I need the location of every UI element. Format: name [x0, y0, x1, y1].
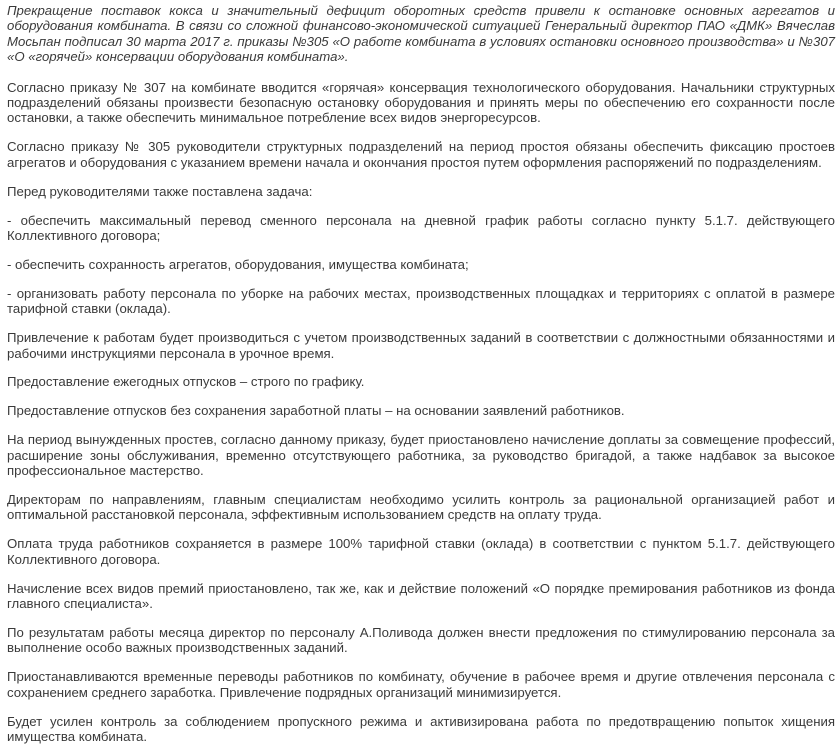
paragraph: Согласно приказу № 307 на комбинате вводится «горячая» консервация технологического оборудования. Начальники структурных подразделений обязаны произвести безопасную остановку оборудования и принять меры по обеспечению его сохранности после остановки, а также обеспечить минимальное потребление всех видов энергоресурсов.: [7, 80, 835, 126]
paragraph: По результатам работы месяца директор по персоналу А.Поливода должен внести предложения по стимулированию персонала за выполнение особо важных производственных заданий.: [7, 625, 835, 656]
list-item: - организовать работу персонала по уборке на рабочих местах, производственных площадках и территориях с оплатой в размере тарифной ставки (оклада).: [7, 286, 835, 317]
paragraph: Начисление всех видов премий приостановлено, так же, как и действие положений «О порядке премирования работников из фонда главного специалиста».: [7, 581, 835, 612]
paragraph: Оплата труда работников сохраняется в размере 100% тарифной ставки (оклада) в соответствии с пунктом 5.1.7. действующего Коллективного договора.: [7, 536, 835, 567]
paragraph: Предоставление ежегодных отпусков – строго по графику.: [7, 374, 835, 389]
paragraph: На период вынужденных простев, согласно данному приказу, будет приостановлено начисление доплаты за совмещение профессий, расширение зоны обслуживания, временно отсутствующего работника, за руководство бригадой, а также надбавок за высокое профессиональное мастерство.: [7, 432, 835, 478]
list-item: - обеспечить максимальный перевод сменного персонала на дневной график работы согласно пункту 5.1.7. действующего Коллективного договора;: [7, 213, 835, 244]
paragraph: Привлечение к работам будет производиться с учетом производственных заданий в соответствии с должностными обязанностями и рабочими инструкциями персонала в урочное время.: [7, 330, 835, 361]
article-lead: Прекращение поставок кокса и значительный дефицит оборотных средств привели к остановке основных агрегатов и оборудования комбината. В связи со сложной финансово-экономической ситуацией Генеральный директор ПАО «ДМК» Вячеслав Мосьпан подписал 30 марта 2017 г. приказы №305 «О работе комбината в условиях остановки основного производства» и №307 «О «горячей» консервации оборудования комбината».: [7, 3, 835, 65]
paragraph: Будет усилен контроль за соблюдением пропускного режима и активизирована работа по предотвращению попыток хищения имущества комбината.: [7, 714, 835, 744]
paragraph: Директорам по направлениям, главным специалистам необходимо усилить контроль за рациональной организацией работ и оптимальной расстановкой персонала, эффективным использованием средств на оплату труда.: [7, 492, 835, 523]
paragraph: Приостанавливаются временные переводы работников по комбинату, обучение в рабочее время и другие отвлечения персонала с сохранением среднего заработка. Привлечение подрядных организаций минимизируется.: [7, 669, 835, 700]
list-item: - обеспечить сохранность агрегатов, оборудования, имущества комбината;: [7, 257, 835, 272]
paragraph: Предоставление отпусков без сохранения заработной платы – на основании заявлений работников.: [7, 403, 835, 418]
paragraph: Перед руководителями также поставлена задача:: [7, 184, 835, 199]
paragraph: Согласно приказу № 305 руководители структурных подразделений на период простоя обязаны обеспечить фиксацию простоев агрегатов и оборудования с указанием времени начала и окончания простоя путем оформления распоряжений по подразделениям.: [7, 139, 835, 170]
